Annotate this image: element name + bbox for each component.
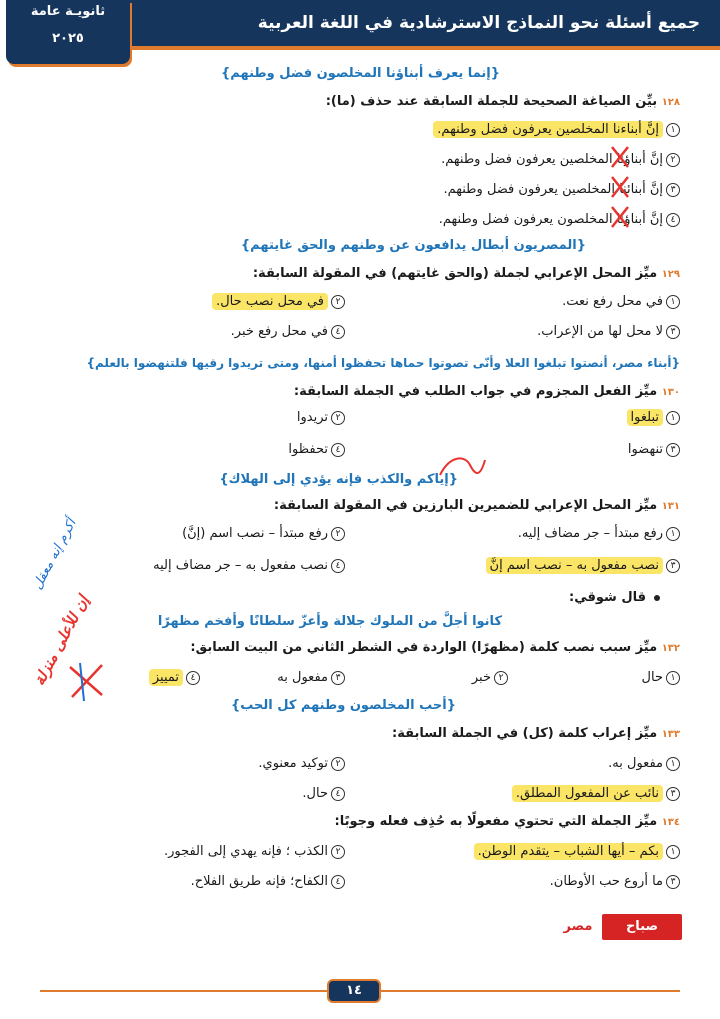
q130-option-2[interactable]: ٢تريدوا [297, 410, 345, 425]
badge-year: ٢٠٢٥ [52, 31, 84, 46]
q134-option-3[interactable]: ٣ما أروع حب الأوطان. [550, 874, 680, 889]
q132-option-1[interactable]: ١حال [642, 670, 680, 685]
q130-option-1[interactable]: ١تبلغوا [627, 410, 680, 425]
q133-option-1[interactable]: ١مفعول به. [608, 756, 680, 771]
q134-option-4[interactable]: ٤الكفاح؛ فإنه طريق الفلاح. [191, 874, 345, 889]
q132-text: ١٣٢ ميِّز سبب نصب كلمة (مظهرًا) الواردة في الشطر الثاني من البيت السابق: [190, 640, 680, 655]
q128-context: {إنما يعرف أبناؤنا المخلصون فضل وطنهم} [221, 66, 500, 81]
q132-verse: كانوا أجلَّ من الملوك جلالة وأعزّ سلطانًا وأفخم مظهرًا [157, 614, 502, 629]
site-logo [556, 914, 682, 940]
q132-option-4[interactable]: ٤تمييز [149, 670, 200, 685]
badge-label: ثانويـة عامة [30, 4, 106, 19]
q134-option-1[interactable]: ١بكم – أيها الشباب – يتقدم الوطن. [474, 844, 680, 859]
q133-text: ١٣٣ ميِّز إعراب كلمة (كل) في الجملة السابقة: [392, 726, 680, 741]
q132-option-2[interactable]: ٢خبر [472, 670, 508, 685]
q131-text: ١٣١ ميِّز المحل الإعرابي للضميرين البارزين في المقولة السابقة: [273, 498, 680, 513]
q128-option-1[interactable]: ١إنَّ أبناءنا المخلصين يعرفون فضل وطنهم. [433, 122, 680, 137]
q129-option-4[interactable]: ٤في محل رفع خبر. [231, 324, 345, 339]
q131-option-1[interactable]: ١رفع مبتدأ – جر مضاف إليه. [518, 526, 680, 541]
logo-side: مصر [563, 919, 593, 934]
logo-main: صباح [602, 914, 682, 940]
q131-option-2[interactable]: ٢رفع مبتدأ – نصب اسم (إنَّ) [182, 526, 345, 541]
handwritten-blue-note: أكرم إنه معقل [30, 516, 80, 593]
q131-option-4[interactable]: ٤نصب مفعول به – جر مضاف إليه [153, 558, 345, 573]
q132-option-3[interactable]: ٣مفعول به [277, 670, 345, 685]
q130-option-4[interactable]: ٤تحفظوا [288, 442, 345, 457]
page-number: ١٤ [327, 979, 381, 1003]
q133-option-2[interactable]: ٢توكيد معنوي. [258, 756, 345, 771]
q129-context: {المصريون أبطال يدافعون عن وطنهم والحق غايتهم} [240, 238, 586, 253]
q133-option-3[interactable]: ٣نائب عن المفعول المطلق. [512, 786, 680, 801]
q128-text: ١٢٨ بيِّن الصياغة الصحيحة للجملة السابقة عند حذف (ما): [325, 94, 680, 109]
q128-option-3[interactable]: ٣إنَّ أبنائنا المخلصين يعرفون فضل وطنهم. [443, 182, 680, 197]
q128-option-2[interactable]: ٢إنَّ أبناؤنا المخلصين يعرفون فضل وطنهم. [441, 152, 680, 167]
q131-option-3[interactable]: ٣نصب مفعول به – نصب اسم إنَّ [486, 558, 680, 573]
q129-option-3[interactable]: ٣لا محل لها من الإعراب. [537, 324, 680, 339]
q134-text: ١٣٤ ميِّز الجملة التي تحتوي مفعولًا به حُذِف فعله وجوبًا: [334, 814, 680, 829]
q133-option-4[interactable]: ٤حال. [302, 786, 345, 801]
q133-context: {أحب المخلصون وطنهم كل الحب} [230, 698, 456, 713]
q130-text: ١٣٠ ميِّز الفعل المجزوم في جواب الطلب في الجملة السابقة: [293, 384, 680, 399]
q129-text: ١٢٩ ميِّز المحل الإعرابي لجملة (والحق غايتهم) في المقولة السابقة: [252, 266, 680, 281]
handwritten-red-note: إن للأعلى منزلة [30, 592, 93, 689]
q129-option-2[interactable]: ٢في محل نصب حال. [212, 294, 345, 309]
q128-option-4[interactable]: ٤إنَّ أبناؤنا المخلصون يعرفون فضل وطنهم. [439, 212, 680, 227]
page-title: جميع أسئلة نحو النماذج الاسترشادية في اللغة العربية [257, 13, 700, 33]
q130-option-3[interactable]: ٣تنهضوا [628, 442, 680, 457]
handwritten-cross-mark [62, 655, 112, 705]
cross-marks [0, 0, 720, 260]
q132-poet: قال شوقي: [569, 590, 660, 605]
q130-context: {أبناء مصر، أنصتوا تبلغوا العلا وأنّى تصوتوا حماها تحفظوا أمنها، ومتى تريدوا رقيها فلتنهضوا بالعلم} [86, 356, 680, 370]
red-curl-mark [430, 450, 490, 480]
q131-context: {إياكم والكذب فإنه يؤدي إلى الهلاك} [219, 472, 458, 487]
q134-option-2[interactable]: ٢الكذب ؛ فإنه يهدي إلى الفجور. [164, 844, 345, 859]
q129-option-1[interactable]: ١في محل رفع نعت. [562, 294, 680, 309]
